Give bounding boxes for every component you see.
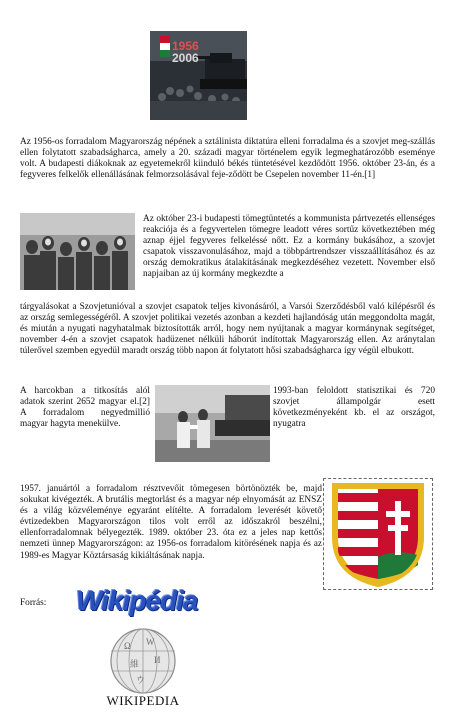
wikipedia-logo[interactable] xyxy=(72,585,214,709)
svg-text:И: И xyxy=(154,655,161,665)
paragraph-casualties-left: A harcokban a titkosítás alól adatok szerint 2652 magyar el.[2] A forradalom negyedmillió magyar hagyta menekülve. xyxy=(20,386,150,430)
wikipedia-banner: Wikipédia xyxy=(76,585,198,616)
paragraph-casualties-right: 1993-ban feloldott statisztikai és 720 szovjet állampolgár esett következményeként kb. el az országot, nyugatra xyxy=(273,386,435,430)
logo-year-1956: 1956 xyxy=(172,39,199,53)
paragraph-october-23-side: Az október 23-i budapesti tömegtüntetés a kommunista pártvezetés ellenséges reakciója és a fegyvertelen tömegre leadott véres sortűz következtében még aznap éjjel fegyveres felkeléssé nőtt. Ez a kormány bukásához, a szovjet csapatok visszavonulásához, majd a többpártrendszer visszaállításához és az ország demokratikus átalakításának megkezdéséhez vezetett. November első napjaiban az új kormány megkezdte a xyxy=(143,214,435,280)
paragraph-october-23-full: tárgyalásokat a Szovjetunióval a szovjet csapatok teljes kivonásáról, a Varsói Szerződésből való kilépésről és az ország semlegességéről. A szovjet politikai vezetés azonban a kezdeti hajlandóság után meggondolta magát, és miután a nyugati nagyhatalmak biztosították arról, hogy nem nyújtanak a magyar kormánynak segítséget, november 4-én a szovjet csapatok hadüzenet nélküli háborút indítottak Magyarország ellen. Az aránytalan túlerővel szemben egyedül maradt ország több napon át folytatott hősi szabadságharca így végül elbukott. xyxy=(20,302,435,357)
paragraph-aftermath: 1957. januártól a forradalom résztvevőit tömegesen börtönözték be, majd sokukat kivégezték. A brutális megtorlást és a magyar nép elnyomását az ENSZ és a világ közvéleménye egyaránt elítélte. A forradalom leverését követő évtizedekben Magyarországon tilos volt erről az időszakról beszélni, ellenforradalomnak bélyegezték. 1989. október 23. óta ez a jeles nap kettős nemzeti ünnep Magyarországon: az 1956-os forradalom kitörésének napja és az 1989-es Magyar Köztársaság kikiáltásának napja. xyxy=(20,484,322,561)
street-scene-image xyxy=(155,385,270,462)
crowd-photo xyxy=(20,213,135,290)
source-label: Forrás: xyxy=(20,598,47,608)
wikipedia-wordmark: WIKIPEDIA xyxy=(106,693,180,708)
street-photo xyxy=(155,385,270,462)
svg-text:維: 維 xyxy=(130,659,140,669)
logo-year-2006: 2006 xyxy=(172,51,199,65)
wikipedia-globe-icon xyxy=(72,585,214,709)
coat-of-arms-frame xyxy=(323,478,433,590)
crowd-image xyxy=(20,213,135,290)
revolution-logo-photo xyxy=(150,31,247,120)
svg-text:Ω: Ω xyxy=(124,641,131,651)
coat-of-arms-icon xyxy=(324,479,432,589)
paragraph-intro: Az 1956-os forradalom Magyarország népének a sztálinista diktatúra elleni forradalma és a szovjet meg-szállás ellen folytatott szabadságharca, amely a 20. századi magyar történelem egyik legmeghatározóbb eseménye volt. A budapesti diákoknak az egyetemekről kiinduló békés tüntetésével kezdődött 1956. október 23-án, és a fegyveres felkelők ellenállásának felmorzsolásával feje-ződött be Csepelen november 11-én.[1] xyxy=(20,137,435,181)
svg-text:W: W xyxy=(146,637,155,647)
svg-text:ウ: ウ xyxy=(136,675,146,685)
